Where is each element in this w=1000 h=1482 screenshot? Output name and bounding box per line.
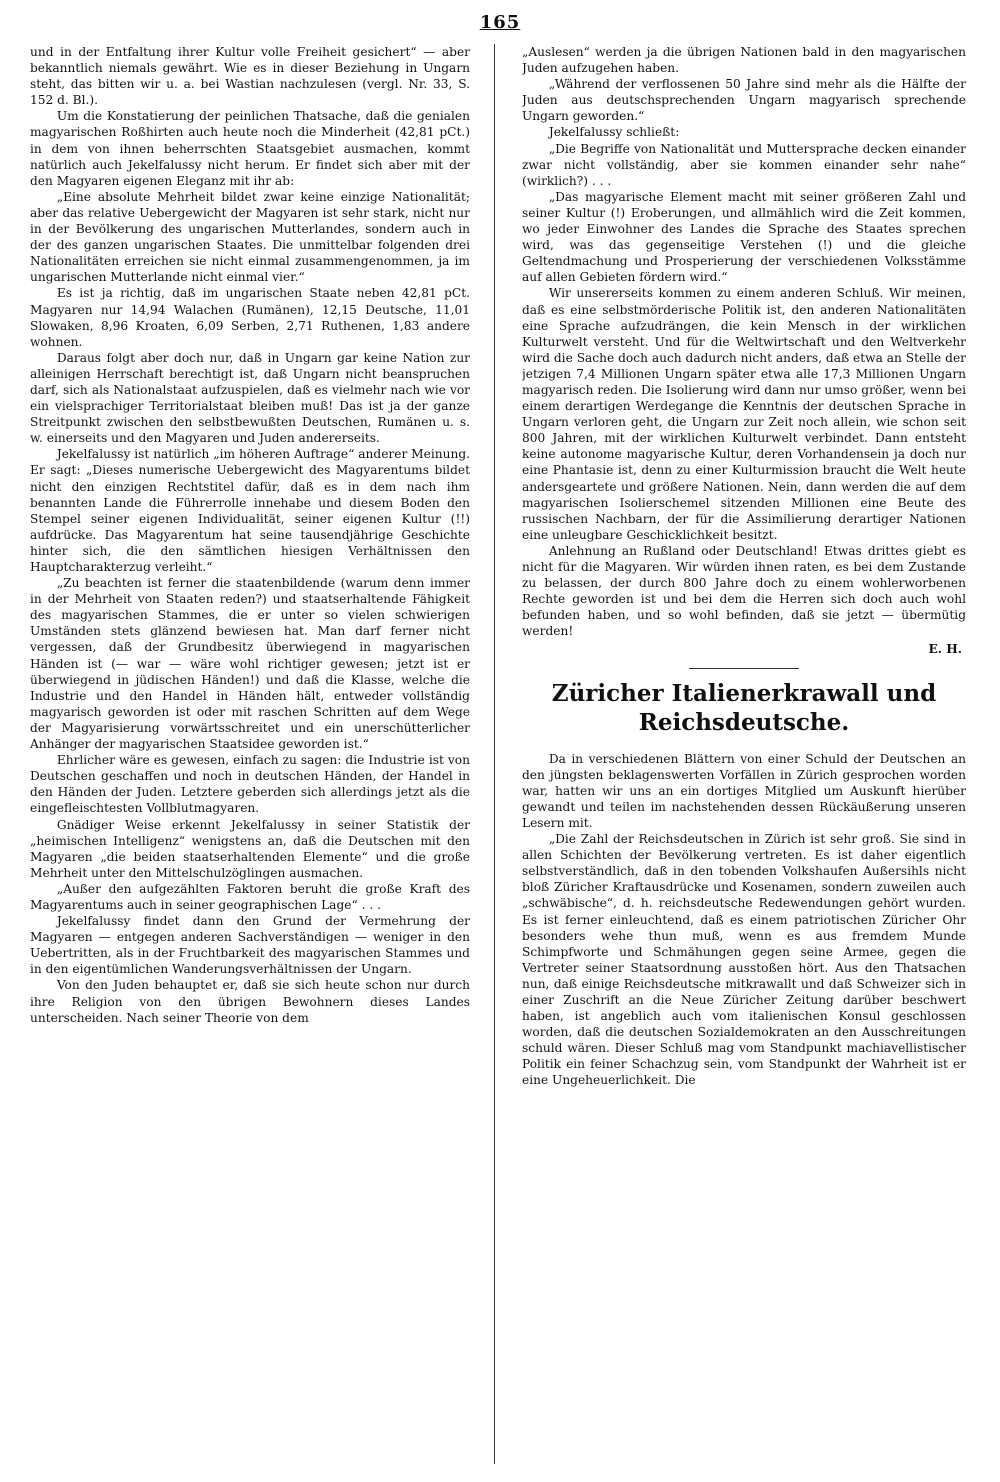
left-column (30, 44, 470, 1472)
author-signature: E. H. (928, 642, 962, 657)
paragraph: Jekelfalussy schließt: (548, 125, 680, 140)
paragraph: Von den Juden behauptet er, daß sie sich heute schon nur durch ihre Religion von den übrigen Bewohnern dieses Landes unterscheiden. Nach seiner Theorie von dem (30, 978, 470, 1025)
paragraph: „Außer den aufgezählten Faktoren beruht die große Kraft des Magyarentums auch in seiner geographischen Lage“ . . . (30, 881, 470, 912)
paragraph: Ehrlicher wäre es gewesen, einfach zu sagen: die Industrie ist von Deutschen geschaffen und noch in deutschen Händen, der Handel in den Händen der Juden. Letztere geberden sich allerdings jetzt als die eingefleischtesten Vollblutmagyaren. (30, 753, 470, 816)
paragraph: Anlehnung an Rußland oder Deutschland! Etwas drittes giebt es nicht für die Magyaren. Wir würden ihnen raten, es bei dem Zustande zu belassen, der durch 800 Jahre doch zu einem wohlerworbenen Rechte geworden ist und bei dem die Herren sich doch auch wohl befunden haben, und so wohl befinden, daß sie jetzt — übermütig werden! (522, 543, 966, 639)
paragraph: „Zu beachten ist ferner die staatenbildende (warum denn immer in der Mehrheit von Staaten reden?) und staatserhaltende Fähigkeit des magyarischen Stammes, die er unter so vielen schwierigen Umständen stets glänzend bewiesen hat. Man darf ferner nicht vergessen, daß der Grundbesitz überwiegend in magyarischen Händen ist (— war — wäre wohl richtiger gewesen; jetzt ist er überwiegend in jüdischen Händen!) und daß die Klasse, welche die Industrie und den Handel in Händen hält, entweder vollständig magyarisch geworden ist oder mit raschen Schritten auf dem Wege der Magyarisierung vorwärtsschreitet und ein unerschütterlicher Anhänger der magyarischen Staatsidee geworden ist.“ (30, 576, 470, 752)
paragraph: Gnädiger Weise erkennt Jekelfalussy in seiner Statistik der „heimischen Intelligenz“ wenigstens an, daß die Deutschen mit den Magyaren „die beiden staatserhaltenden Elemente“ und die große Mehrheit unter den Mittelschulzöglingen ausmachen. (30, 817, 470, 880)
paragraph: Daraus folgt aber doch nur, daß in Ungarn gar keine Nation zur alleinigen Herrschaft berechtigt ist, daß Ungarn nicht beanspruchen darf, sich als Nationalstaat aufzuspielen, daß es vielmehr nach wie vor ein vielsprachiger Territorialstaat bleiben muß! Das ist ja der ganze Streitpunkt zwischen den selbstbewußten Deutschen, Rumänen u. s. w. einerseits und den Magyaren und Juden andererseits. (30, 350, 470, 446)
section-separator (689, 668, 799, 669)
paragraph: „Das magyarische Element macht mit seiner größeren Zahl und seiner Kultur (!) Eroberungen, und allmählich wird die Zeit kommen, wo jeder Einwohner des Landes die Sprache des Staates sprechen wird, was das gegenseitige Verstehen (!) und die gleiche Geltendmachung und Prosperierung der verschiedenen Volksstämme auf allen Gebieten fördern wird.“ (522, 189, 966, 285)
paragraph: Es ist ja richtig, daß im ungarischen Staate neben 42,81 pCt. Magyaren nur 14,94 Walachen (Rumänen), 12,15 Deutsche, 11,01 Slowaken, 8,96 Kroaten, 6,09 Serben, 2,71 Ruthenen, 1,83 andere wohnen. (30, 286, 470, 349)
paragraph: Jekelfalussy ist natürlich „im höheren Auftrage“ anderer Meinung. Er sagt: „Dieses numerische Uebergewicht des Magyarentums bildet nicht den einzigen Rechtstitel dafür, daß es in dem nach ihm benannten Lande die Führerrolle innehabe und diesem Boden den Stempel seiner eigenen Individualität, seiner eigenen Kultur (!!) aufdrücke. Das Magyarentum hat seine tausendjährige Geschichte hinter sich, die den sämtlichen hiesigen Verhältnissen den Hauptcharakterzug verleiht.“ (30, 447, 470, 574)
right-column (522, 44, 966, 1472)
paragraph: „Eine absolute Mehrheit bildet zwar keine einzige Nationalität; aber das relative Uebergewicht der Magyaren ist sehr stark, nicht nur in der Bevölkerung des ungarischen Mutterlandes, sondern auch in der des ganzen ungarischen Staates. Die unmittelbar folgenden drei Nationalitäten erreichen sie nicht einmal zusammengenommen, ja im ungarischen Mutterlande nicht einmal vier.“ (30, 189, 470, 285)
paragraph: „Während der verflossenen 50 Jahre sind mehr als die Hälfte der Juden aus deutschsprechenden Ungarn magyarisch sprechende Ungarn geworden.“ (522, 77, 966, 124)
paragraph: „Die Begriffe von Nationalität und Muttersprache decken einander zwar nicht vollständig, aber sie kommen einander sehr nahe“ (wirklich?) . . . (522, 141, 966, 188)
paragraph: „Auslesen“ werden ja die übrigen Nationen bald in den magyarischen Juden aufzugehen haben. (522, 45, 966, 76)
page-number: 165 (479, 12, 521, 33)
article-title (522, 679, 966, 737)
paragraph: und in der Entfaltung ihrer Kultur volle Freiheit gesichert“ — aber bekanntlich niemals gewährt. Wie es in dieser Beziehung in Ungarn steht, das bitten wir u. a. bei Wastian nachzulesen (vergl. Nr. 33, S. 152 d. Bl.). (30, 45, 470, 108)
paragraph: Wir unsererseits kommen zu einem anderen Schluß. Wir meinen, daß es eine selbstmörderische Politik ist, den anderen Nationalitäten eine Sprache aufzudrängen, die kein Mensch in der wirklichen Kulturwelt versteht. Und für die Weltwirtschaft und den Weltverkehr wird die Sache doch auch dadurch nicht anders, daß etwa an Stelle der jetzigen 7,4 Millionen Ungarn später etwa alle 17,3 Millionen Ungarn magyarisch reden. Die Isolierung wird dann nur umso größer, wenn bei einem derartigen Werdegange die Kenntnis der deutschen Sprache in Ungarn verloren geht, die Ungarn zur Zeit noch allein, wie schon seit 800 Jahren, mit der wirklichen Kulturwelt verbindet. Dann entsteht keine autonome magyarische Kultur, deren Vorhandensein ja doch nur eine Phantasie ist, denn zu einer Kulturmission braucht die Welt heute andersgeartete und größere Nationen. Nein, dann werden die auf dem magyarischen Isolierschemel sitzenden Millionen eine Beute des russischen Nachbarn, der für die Assimilierung derartiger Nationen eine unleugbare Geschicklichkeit besitzt. (522, 286, 966, 542)
paragraph: „Die Zahl der Reichsdeutschen in Zürich ist sehr groß. Sie sind in allen Schichten der Bevölkerung vertreten. Es ist daher eigentlich selbstverständlich, daß in den tobenden Volkshaufen Außersihls nicht bloß Züricher Kraftausdrücke und Kosenamen, sondern zuweilen auch „schwäbische“, d. h. reichsdeutsche Redewendungen gehört wurden. Es ist ferner einleuchtend, daß es einem patriotischen Züricher Ohr besonders wehe thun muß, wenn es aus fremdem Munde Schimpfworte und Schmähungen gegen seine Armee, gegen die Vertreter seiner Staatsordnung ausstoßen hört. Aus den Thatsachen nun, daß einige Reichsdeutsche mitkrawallt und daß Schweizer sich in einer Zuschrift an die Neue Züricher Zeitung darüber beschwert haben, ist angeblich auch vom italienischen Konsul geschlossen worden, daß die deutschen Sozialdemokraten an den Ausschreitungen schuld wären. Dieser Schluß mag vom Standpunkt machiavellistischer Politik ein feiner Schachzug sein, vom Standpunkt der Wahrheit ist er eine Ungeheuerlichkeit. Die (522, 832, 966, 1088)
paragraph: Jekelfalussy findet dann den Grund der Vermehrung der Magyaren — entgegen anderen Sachverständigen — weniger in den Uebertritten, als in der Fruchtbarkeit des magyarischen Stammes und in den eigentümlichen Wanderungsverhältnissen der Ungarn. (30, 914, 470, 977)
paragraph: Um die Konstatierung der peinlichen Thatsache, daß die genialen magyarischen Roßhirten auch heute noch die Minderheit (42,81 pCt.) in dem von ihnen beherrschten Staatsgebiet ausmachen, kommt natürlich auch Jekelfalussy nicht herum. Er findet sich aber mit der den Magyaren eigenen Eleganz mit ihr ab: (30, 109, 470, 188)
article-title-line: Reichsdeutsche. (638, 708, 850, 736)
column-divider (494, 44, 495, 1464)
paragraph: Da in verschiedenen Blättern von einer Schuld der Deutschen an den jüngsten beklagenswerten Vorfällen in Zürich gesprochen worden war, hatten wir uns an ein dortiges Mitglied um Auskunft hierüber gewandt und teilen im nachstehenden dessen Rückäußerung unseren Lesern mit. (522, 751, 966, 830)
article-title-line: Züricher Italienerkrawall und (551, 679, 937, 707)
